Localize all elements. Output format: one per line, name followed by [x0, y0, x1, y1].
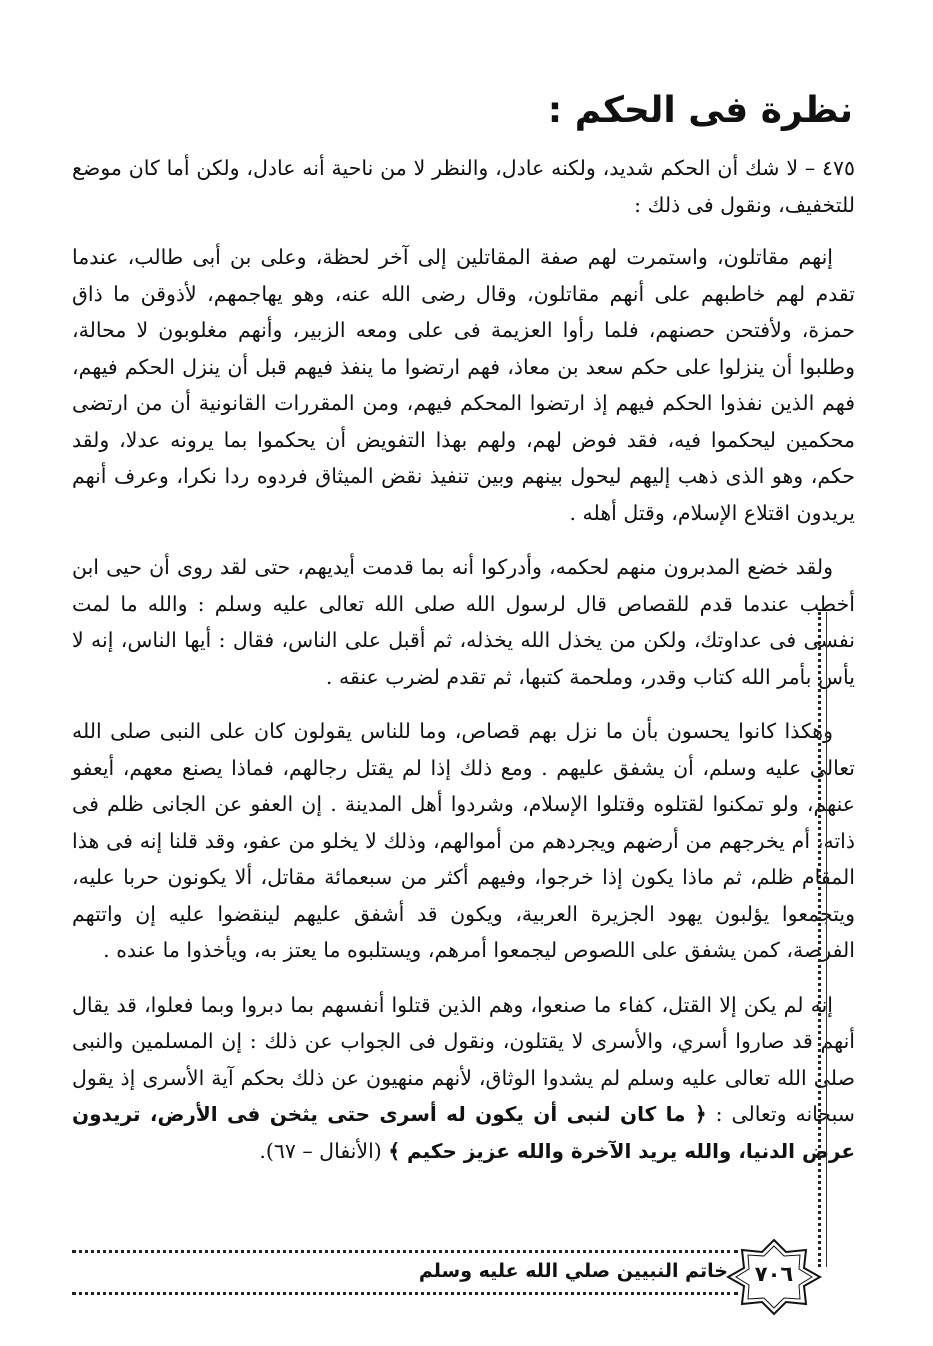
paragraph-3: ولقد خضع المدبرون منهم لحكمه، وأدركوا أنه بما قدمت أيديهم، حتى لقد روى أن حيى ابن أخطب عندما قدم للقصاص قال لرسول الله صلى الله تعالى عليه وسلم : والله ما لمت نفسى فى عداوتك، ولكن من يخذل الله يخذله، ثم أقبل على الناس، فقال : أيها الناس، إنه لا يأس بأمر الله كتاب وقدر، وملحمة كتبها، ثم تقدم لضرب عنقه .	[72, 555, 855, 689]
paragraph-2: إنهم مقاتلون، واستمرت لهم صفة المقاتلين إلى آخر لحظة، وعلى بن أبى طالب، عندما تقدم لهم خاطبهم على أنهم مقاتلون، وقال رضى الله عنه، وهو يهاجمهم، لأذوقن ما ذاق حمزة، ولأفتحن حصنهم، فلما رأوا العزيمة فى على ومعه الزبير، وأنهم مغلوبون لا محالة، وطلبوا أن ينزلوا على حكم سعد بن معاذ، فهم ارتضوا ما ينفذ فيهم قبل أن ينزل الحكم فيهم، فهم الذين نفذوا الحكم فيهم إذ ارتضوا المحكم فيهم، ومن المقررات القانونية أن من ارتضى محكمين ليحكموا فيه، فقد فوض لهم، ولهم بهذا التفويض أن يحكموا بما يرونه عدلا، ولقد حكم، وهو الذى ذهب إليهم ليحول بينهم وبين تنفيذ نقض الميثاق فردوه ردا نكرا، وعرف أنهم يريدون اقتلاع الإسلام، وقتل أهله .	[72, 245, 855, 525]
page-number: ٧٠٦	[754, 1262, 794, 1286]
verse-citation: (الأنفال – ٦٧).	[259, 1138, 382, 1163]
quran-verse: ﴿ ما كان لنبى أن يكون له أسرى حتى يثخن فى الأرض، تريدون عرض الدنيا، والله يريد الآخرة والله عزيز حكيم ﴾	[72, 1102, 855, 1163]
paragraph-1: ٤٧٥ – لا شك أن الحكم شديد، ولكنه عادل، والنظر لا من ناحية أنه عادل، ولكن أما كان موضع للتخفيف، ونقول فى ذلك :	[72, 156, 855, 217]
side-border-rule	[818, 612, 835, 1267]
body-text	[72, 150, 855, 1187]
paragraph-5-text: إنه لم يكن إلا القتل، كفاء ما صنعوا، وهم الذين قتلوا أنفسهم بما دبروا وبما فعلوا، قد يقال أنهم قد صاروا أسري، والأسرى لا يقتلون، ونقول فى الجواب عن ذلك : إن المسلمين والنبى صلى الله تعالى عليه وسلم لم يشدوا الوثاق، لأنهم منهيون عن ذلك بحكم آية الأسرى إذ يقول سبحانه وتعالى :	[72, 992, 855, 1126]
section-heading: نظرة فى الحكم :	[547, 90, 853, 131]
footer-bottom-rule	[72, 1292, 738, 1295]
paragraph-4: وهكذا كانوا يحسون بأن ما نزل بهم قصاص، وما للناس يقولون كان على النبى صلى الله تعالى عليه وسلم، أن يشفق عليهم . ومع ذلك إذا لم يقتل رجالهم، فماذا يصنع معهم، أيعفو عنهم، ولو تمكنوا لقتلوه وقتلوا الإسلام، وشردوا أهل المدينة . إن العفو عن الجانى ظلم فى ذاته، أم يخرجهم من أرضهم ويجردهم من أموالهم، وذلك لا يخلو من عفو، وقد قلنا إنه فى هذا المقام ظلم، ثم ماذا يكون إذا خرجوا، وفيهم أكثر من سبعمائة مقاتل، ألا يكونون حربا عليه، ويتجمعوا يؤلبون يهود الجزيرة العربية، ويكون قد أشفق عليهم لينقضوا عليه إن واتتهم الفرصة، كمن يشفق على اللصوص ليجمعوا أمرهم، ويستلبوه ما يعتز به، ويأخذوا ما عنده .	[72, 719, 855, 962]
paragraph-5	[72, 987, 855, 1170]
footer-top-rule	[72, 1250, 738, 1253]
footer-book-title: خاتم النبيين صلي الله عليه وسلم	[418, 1260, 728, 1282]
